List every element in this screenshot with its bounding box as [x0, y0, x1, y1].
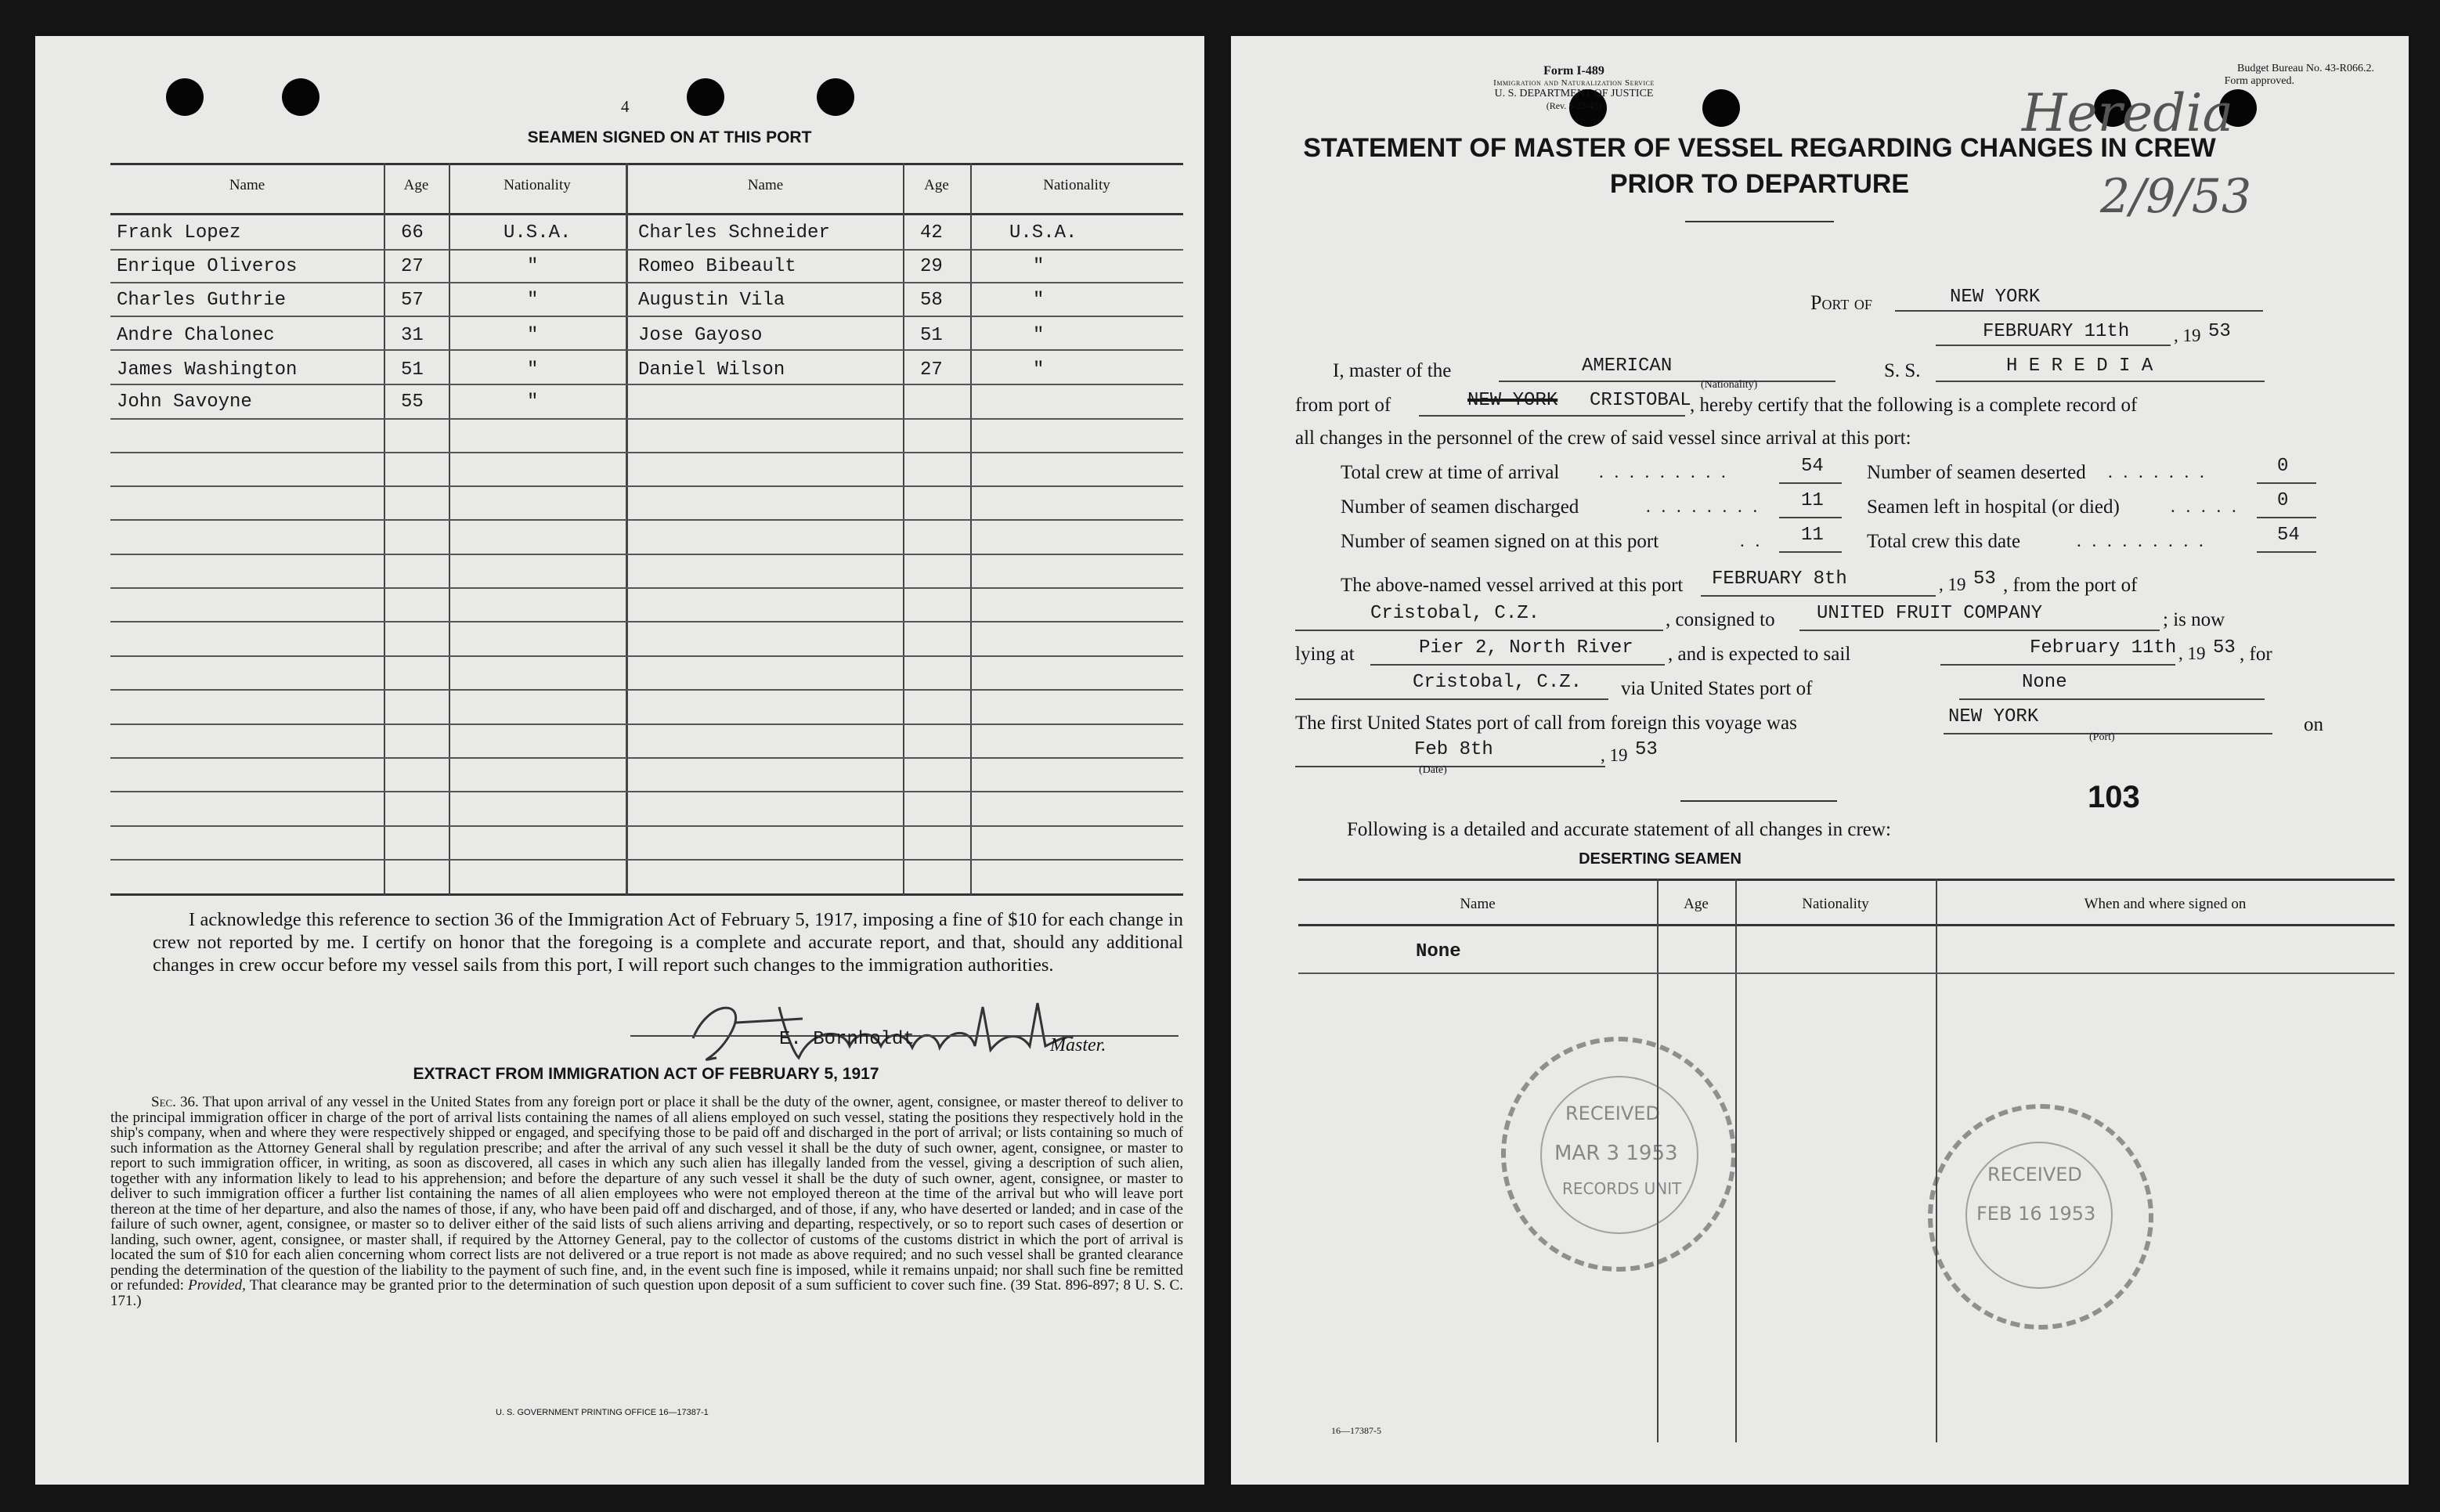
struck-port: NEW YORK	[1467, 390, 1558, 411]
lying-at: Pier 2, North River	[1419, 637, 1633, 659]
stamp-line: RECORDS UNIT	[1562, 1179, 1682, 1198]
nationality-caption: (Nationality)	[1701, 379, 1758, 391]
punch-hole	[817, 78, 854, 116]
agency: Immigration and Naturalization Service	[1493, 78, 1655, 88]
consignee: UNITED FRUIT COMPANY	[1817, 603, 2043, 624]
seaman-age: 29	[920, 256, 943, 277]
seaman-age: 55	[401, 392, 424, 413]
punch-hole	[282, 78, 319, 116]
extract-body: That upon arrival of any vessel in the United States from any foreign port or place it shall be the duty of the owner, agent, consignee, or master thereof to deliver to the principal immigration officer in charge of the port of arrival lists containing the names of all aliens employed on such vessel, stating the positions they respectively hold in the ship's company, when and where they were respectively shipped or engaged, and specifying those to be paid off and discharged in the port of arrival; or lists containing so much of such information as the Attorney General shall by regulation prescribe; and after the arrival of any such vessel it shall be the duty of such owner, agent, consignee, or master to report to such immigration officer, in writing, as soon as discovered, all cases in which any such alien has illegally landed from the vessel, giving a description of such alien, together with any information likely to lead to his apprehension; and before the departure of any such vessel it shall be the duty of such owner, agent, consignee, or master to deliver to such immigration officer a further list containing the names of all alien employees who were not employed thereon at the time of the arrival but who will leave port thereon at the time of her departure, and also the names of those, if any, who have been paid off and discharged, and of those, if any, who have deserted or landed; and in case of the failure of such owner, agent, consignee, or master so to deliver either of the said lists of such aliens arriving and departing, respectively, or so to report such cases of desertion or landing, such owner, agent, consignee, or master shall, if required by the Attorney General, pay to the collector of customs of the customs district in which the port of arrival is located the sum of $10 for each alien concerning whom correct lists are not delivered or a true report is not made as above required; and no such vessel shall be granted clearance pending the determination of the question of the liability to the payment of such fine, and, in the event such fine is imposed, while it remains unpaid; nor shall such fine be remitted or refunded:	[110, 1094, 1183, 1294]
column-header: When and where signed on	[2084, 896, 2247, 912]
seaman-nationality: "	[527, 290, 539, 311]
seaman-name: Charles Guthrie	[117, 290, 287, 311]
certify-text: , hereby certify that the following is a complete record of	[1690, 395, 2138, 416]
following-text: Following is a detailed and accurate statement of all changes in crew:	[1347, 819, 1891, 840]
extract-tail: That clearance may be granted prior to the determination of such question upon deposit of a sum sufficient to cover such fine. (39 Stat. 896-897; 8 U. S. C. 171.)	[110, 1277, 1183, 1309]
stat-label: Number of seamen signed on at this port	[1341, 531, 1659, 552]
seaman-nationality: "	[1033, 256, 1045, 277]
printer-line: U. S. GOVERNMENT PRINTING OFFICE 16—17387-1	[496, 1408, 709, 1417]
lying-at-label: lying at	[1295, 644, 1355, 665]
seaman-name: Daniel Wilson	[638, 359, 785, 381]
seaman-name: John Savoyne	[117, 392, 252, 413]
seaman-age: 58	[920, 290, 943, 311]
stamp-line: RECEIVED	[1987, 1164, 2082, 1185]
column-header: Nationality	[1043, 177, 1110, 193]
seaman-age: 51	[401, 359, 424, 381]
consigned-label: , consigned to	[1666, 609, 1775, 630]
column-header: Name	[747, 177, 784, 193]
seaman-nationality: "	[527, 392, 539, 413]
seaman-age: 57	[401, 290, 424, 311]
certify-text-2: all changes in the personnel of the crew of said vessel since arrival at this port:	[1295, 428, 1911, 449]
seaman-nationality: "	[527, 325, 539, 346]
left-page	[35, 36, 1204, 1485]
seaman-age: 27	[401, 256, 424, 277]
arrived-label: The above-named vessel arrived at this port	[1341, 575, 1684, 596]
destination: Cristobal, C.Z.	[1413, 672, 1583, 693]
stamp-number: 103	[2088, 780, 2140, 814]
column-header: Age	[403, 177, 429, 193]
right-page: Form I-489 Immigration and Naturalization Service U. S. DEPARTMENT OF JUSTICE (Rev. 3-22-45) Budget Bureau No. 43-R066.2. Form approved. Heredia 2/9/53 STATEMENT OF MASTER OF VESSEL REGARDING CHANGES IN CREW PRIOR TO DEPARTURE Port of NEW YORK FEBRUARY 11th , 19 53 I, master of the AMERICAN (Nationality) S. S. H E R E D I A from port of NEW YORK CRISTOBAL , hereby certify that the following is a complete record of all changes in the personnel of the crew of said vessel since arrival at this port: Total crew at time of arrival . . . . . . . . . 54 Number of seamen deserted . . . . . . . 0 Number of seamen discharged . . . . . . . . 11 Seamen left in hospital (or died) . . . . . 0 Number of seamen signed on at this port . . 11 Total crew this date . . . . . . . . . 54 The above-named vessel arrived at this port FEBRUARY 8th , 19 53 , from the port of Cristobal, C.Z. , consigned to UNITED FRUIT COMPANY ; is now lying at Pier 2, North River , and is expected to sail February 11th , 19 53 , for Cristobal, C.Z. via United States port of None The first United States port of call from foreign this voyage was NEW YORK (Port) on Feb 8th , 19 53 (Date) 103 Following is a detailed and accurate statement of all changes in crew: DESERTING SEAMEN Name Age Nationality When and where signed on None RECEIVED MAR 3 1953 RECORDS UNIT RECEIVED FEB 16 1953 16—17387-5	[1231, 36, 2409, 1485]
extract-title: EXTRACT FROM IMMIGRATION ACT OF FEBRUARY 5, 1917	[413, 1065, 879, 1083]
seaman-nationality: U.S.A.	[1009, 222, 1077, 244]
seaman-name: Enrique Oliveros	[117, 256, 298, 277]
seaman-age: 27	[920, 359, 943, 381]
via-label: via United States port of	[1621, 678, 1813, 699]
ship-name: H E R E D I A	[2006, 355, 2153, 377]
master-label: Master.	[1050, 1035, 1106, 1056]
first-port-label: The first United States port of call from foreign this voyage was	[1295, 713, 1797, 734]
handwritten-date: 2/9/53	[2100, 169, 2252, 224]
provided-label: Provided,	[188, 1277, 246, 1294]
seaman-nationality: "	[1033, 359, 1045, 381]
seaman-age: 42	[920, 222, 943, 244]
first-port: NEW YORK	[1948, 706, 2039, 727]
ss-label: S. S.	[1884, 360, 1921, 381]
stat-label: Total crew this date	[1867, 531, 2021, 552]
year-prefix: , 19	[2174, 326, 2201, 345]
signer-name: E. Bornholdt	[779, 1029, 915, 1050]
master-of-label: I, master of the	[1333, 360, 1452, 381]
port-of-label: Port of	[1810, 291, 1872, 314]
stat-label: Number of seamen discharged	[1341, 496, 1579, 518]
form-footer: 16—17387-5	[1331, 1425, 1381, 1436]
from-port-value: CRISTOBAL	[1590, 390, 1691, 411]
seaman-name: Jose Gayoso	[638, 325, 763, 346]
arrived-date: FEBRUARY 8th	[1712, 568, 1847, 590]
stamp-date: FEB 16 1953	[1976, 1203, 2096, 1225]
acknowledgement-text: I acknowledge this reference to section 36 of the Immigration Act of February 5, 1917, imposing a fine of $10 for each change in crew not reported by me. I certify on honor that the foregoing is a complete and accurate report, and that, should any additional changes in crew occur before my vessel sails from this port, I will report such changes to the immigration authorities.	[153, 909, 1183, 976]
column-header: Age	[1684, 896, 1709, 912]
call-date: Feb 8th	[1414, 739, 1493, 760]
table-title: SEAMEN SIGNED ON AT THIS PORT	[527, 128, 812, 146]
seaman-nationality: "	[1033, 325, 1045, 346]
stat-value: 54	[2277, 525, 2300, 546]
on-label: on	[2304, 714, 2323, 735]
seaman-name: Romeo Bibeault	[638, 256, 796, 277]
seaman-name: Charles Schneider	[638, 222, 830, 244]
budget-bureau: Budget Bureau No. 43-R066.2.	[2237, 63, 2374, 74]
via-value: None	[2022, 672, 2067, 693]
form-approved: Form approved.	[2224, 75, 2294, 87]
arrived-from: Cristobal, C.Z.	[1370, 603, 1540, 624]
vessel-nationality: AMERICAN	[1582, 355, 1673, 377]
seaman-age: 51	[920, 325, 943, 346]
revision: (Rev. 3-22-45)	[1546, 100, 1602, 111]
seaman-name: Andre Chalonec	[117, 325, 275, 346]
port-caption: (Port)	[2089, 731, 2115, 743]
section-label: Sec. 36.	[151, 1094, 199, 1110]
seaman-age: 66	[401, 222, 424, 244]
column-header: Name	[229, 177, 265, 193]
from-port-label: from port of	[1295, 395, 1391, 416]
seaman-name: James Washington	[117, 359, 298, 381]
from-port-of-label: , from the port of	[2003, 575, 2138, 596]
expected-label: , and is expected to sail	[1668, 644, 1851, 665]
stamp-line: RECEIVED	[1565, 1102, 1660, 1124]
form-number: Form I-489	[1543, 64, 1604, 78]
column-header: Age	[924, 177, 949, 193]
port-of-value: NEW YORK	[1950, 287, 2041, 308]
statement-date: FEBRUARY 11th	[1983, 321, 2130, 342]
stat-value: 0	[2277, 456, 2289, 477]
stat-value: 11	[1801, 490, 1824, 511]
seaman-age: 31	[401, 325, 424, 346]
page-number: 4	[621, 97, 630, 116]
department: U. S. DEPARTMENT OF JUSTICE	[1494, 88, 1654, 99]
sail-date: February 11th	[2030, 637, 2177, 659]
for-label: , for	[2240, 644, 2272, 665]
year-prefix: , 19	[1601, 745, 1628, 765]
handwritten-ship: Heredia	[2022, 83, 2233, 143]
punch-hole	[166, 78, 204, 116]
year-prefix: , 19	[1939, 575, 1966, 594]
seaman-name: Frank Lopez	[117, 222, 241, 244]
seaman-nationality: "	[527, 359, 539, 381]
punch-hole	[687, 78, 724, 116]
stat-value: 0	[2277, 490, 2289, 511]
column-header: Nationality	[504, 177, 571, 193]
column-header: Name	[1460, 896, 1496, 912]
deserter-name: None	[1416, 941, 1461, 962]
stamp-date: MAR 3 1953	[1554, 1142, 1678, 1165]
seaman-nationality: "	[1033, 290, 1045, 311]
stat-label: Total crew at time of arrival	[1341, 462, 1560, 483]
stat-label: Seamen left in hospital (or died)	[1867, 496, 2120, 518]
arrived-year: 53	[1973, 568, 1996, 590]
seaman-nationality: U.S.A.	[504, 222, 572, 244]
stat-value: 54	[1801, 456, 1824, 477]
stat-label: Number of seamen deserted	[1867, 462, 2086, 483]
statement-year: 53	[2208, 321, 2231, 342]
date-caption: (Date)	[1419, 764, 1447, 776]
seaman-nationality: "	[527, 256, 539, 277]
stat-value: 11	[1801, 525, 1824, 546]
form-title: STATEMENT OF MASTER OF VESSEL REGARDING CHANGES IN CREW	[1303, 133, 2216, 163]
form-title-line2: PRIOR TO DEPARTURE	[1609, 169, 1910, 199]
deserting-title: DESERTING SEAMEN	[1579, 850, 1742, 868]
seaman-name: Augustin Vila	[638, 290, 785, 311]
year-prefix: , 19	[2178, 644, 2206, 663]
call-year: 53	[1635, 739, 1658, 760]
is-now-label: ; is now	[2163, 609, 2225, 630]
column-header: Nationality	[1802, 896, 1869, 912]
extract-text	[110, 1095, 1183, 1308]
sail-year: 53	[2213, 637, 2236, 659]
